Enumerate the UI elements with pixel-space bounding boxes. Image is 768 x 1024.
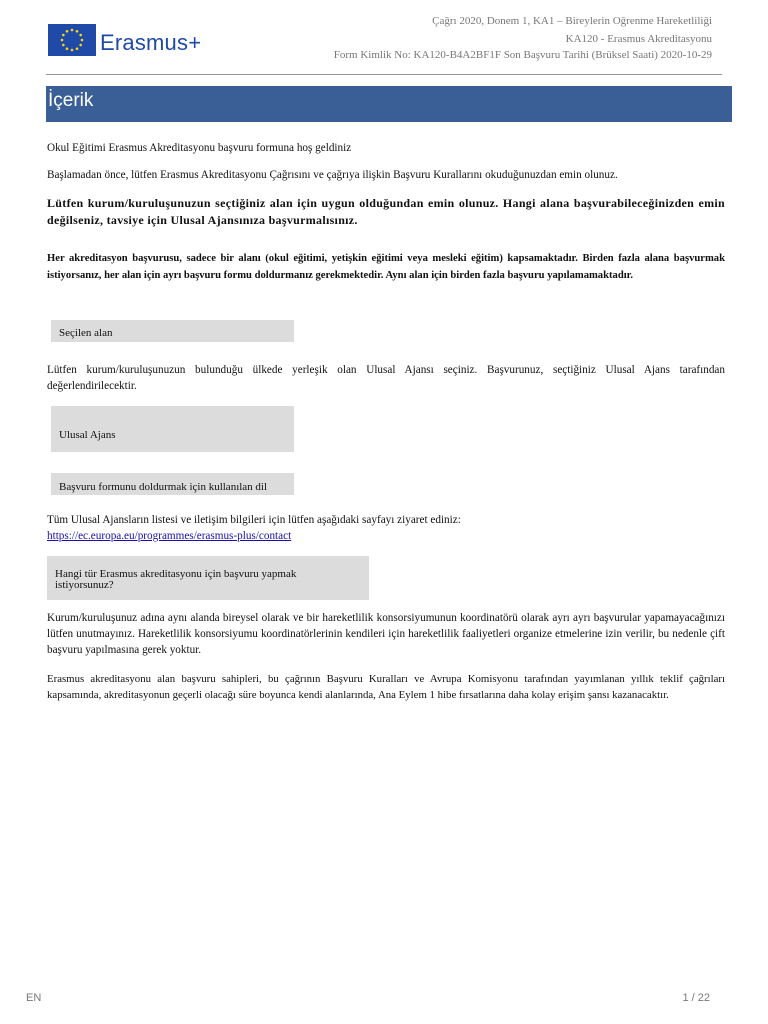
header-action-line: KA120 - Erasmus Akreditasyonu — [565, 33, 712, 45]
eu-flag-icon — [48, 24, 96, 56]
section-title: İçerik — [48, 90, 94, 111]
logo-text: Erasmus+ — [100, 30, 202, 55]
section-title-bar — [46, 86, 732, 122]
form-language-field[interactable] — [51, 473, 294, 495]
welcome-text: Okul Eğitimi Erasmus Akreditasyonu başvuru formuna hoş geldiniz — [47, 142, 352, 154]
accreditation-type-field[interactable] — [47, 556, 369, 600]
accreditation-type-label: Hangi tür Erasmus akreditasyonu için başvuru yapmak istiyorsunuz? — [55, 568, 297, 591]
benefits-note: Erasmus akreditasyonu alan başvuru sahipleri, bu çağrının Başvuru Kuralları ve Avrupa Komisyonu tarafından yayımlanan yıllık teklif çağrıları kapsamında, akreditasyonun geçerli olacağı süre boyunca kendi alanlarında, Ana Eylem 1 hibe fırsatlarına daha kolay erişim şansı kazanacaktır. — [47, 673, 725, 701]
header-call-line: Çağrı 2020, Donem 1, KA1 – Bireylerin Oğrenme Hareketliliği — [432, 15, 712, 27]
erasmus-logo — [48, 24, 218, 60]
contact-link-row — [47, 528, 725, 544]
language-code: EN — [26, 992, 42, 1004]
contact-link[interactable]: https://ec.europa.eu/programmes/erasmus-plus/contact — [47, 530, 292, 542]
consortium-note: Kurum/kuruluşunuz adına aynı alanda bireysel olarak ve bir hareketlilik konsorsiyumunun koordinatörü olarak ayrı ayrı başvurular yapamayacağınızı lütfen unutmayınız. Hareketlilik konsorsiyumu koordinatörlerinin kendileri için hareketlilik faaliyetleri organize etmelerine izin verilir, bu nedenle çift başvuru yapılmasına gerek yoktur. — [47, 612, 725, 656]
form-language-label: Başvuru formunu doldurmak için kullanılan dil — [59, 481, 268, 493]
agency-list-text: Tüm Ulusal Ajansların listesi ve iletişim bilgileri için lütfen aşağıdaki sayfayı ziyaret ediniz: — [47, 514, 461, 526]
national-agency-instruction: Lütfen kurum/kuruluşunuzun bulunduğu ülkede yerleşik olan Ulusal Ajansı seçiniz. Başvurunuz, seçtiğiniz Ulusal Ajans tarafından değerlendirilecektir. — [47, 364, 725, 392]
intro-text: Başlamadan önce, lütfen Erasmus Akreditasyonu Çağrısını ve çağrıya ilişkin Başvuru Kurallarını okuduğunuzdan emin olunuz. — [47, 169, 618, 181]
one-field-note: Her akreditasyon başvurusu, sadece bir alanı (okul eğitimi, yetişkin eğitimi veya mesleki eğitim) kapsamaktadır. Birden fazla alana başvurmak istiyorsanız, her alan için ayrı başvuru formu doldurmanız gerekmektedir. Aynı alan için birden fazla başvuru yapılamamaktadır. — [47, 253, 725, 281]
selected-area-field[interactable] — [51, 320, 294, 342]
national-agency-field[interactable] — [51, 406, 294, 452]
header-form-id-line: Form Kimlik No: KA120-B4A2BF1F Son Başvuru Tarihi (Brüksel Saati) 2020-10-29 — [333, 49, 712, 61]
national-agency-label: Ulusal Ajans — [59, 429, 116, 441]
page-number: 1 / 22 — [682, 992, 710, 1004]
selected-area-label: Seçilen alan — [59, 327, 113, 339]
header-divider — [46, 74, 722, 75]
eligibility-note: Lütfen kurum/kuruluşunuzun seçtiğiniz alan için uygun olduğundan emin olunuz. Hangi alana başvurabileceğinizden emin değilseniz, tavsiye için Ulusal Ajansınıza başvurmalısınız. — [47, 196, 725, 227]
